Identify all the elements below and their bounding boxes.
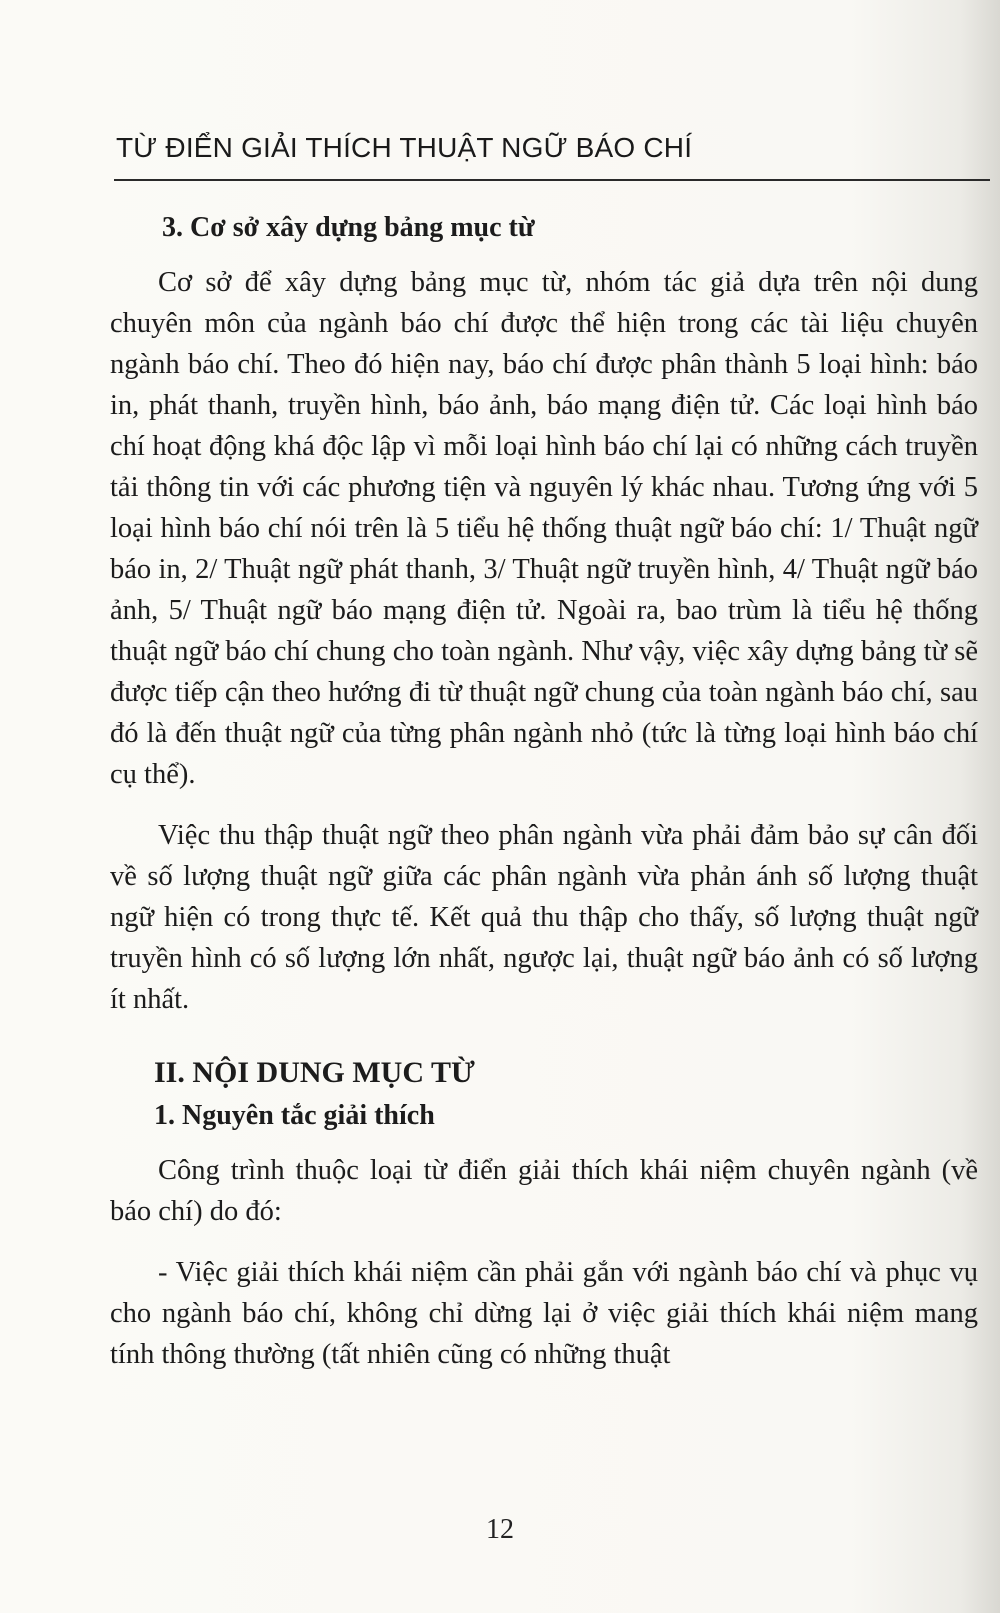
part-title: II. NỘI DUNG MỤC TỪ — [154, 1056, 475, 1089]
page-number: 12 — [486, 1514, 514, 1545]
paragraph: Công trình thuộc loại từ điển giải thích khái niệm chuyên ngành (về báo chí) do đó: — [110, 1155, 978, 1227]
running-header: TỪ ĐIỂN GIẢI THÍCH THUẬT NGỮ BÁO CHÍ — [116, 132, 693, 163]
subsection-title: 1. Nguyên tắc giải thích — [154, 1100, 435, 1131]
page-content — [110, 212, 978, 1395]
paragraph: - Việc giải thích khái niệm cần phải gắn với ngành báo chí và phục vụ cho ngành báo chí, không chỉ dừng lại ở việc giải thích khái niệm mang tính thông thường (tất nhiên cũng có những thuật — [110, 1257, 978, 1370]
section-title: 3. Cơ sở xây dựng bảng mục từ — [162, 212, 535, 243]
paragraph: Việc thu thập thuật ngữ theo phân ngành vừa phải đảm bảo sự cân đối về số lượng thuật ngữ giữa các phân ngành vừa phản ánh số lượng thuật ngữ hiện có trong thực tế. Kết quả thu thập cho thấy, số lượng thuật ngữ truyền hình có số lượng lớn nhất, ngược lại, thuật ngữ báo ảnh có số lượng ít nhất. — [110, 820, 978, 1015]
header-rule — [114, 179, 990, 181]
paragraph: Cơ sở để xây dựng bảng mục từ, nhóm tác giả dựa trên nội dung chuyên môn của ngành báo chí được thể hiện trong các tài liệu chuyên ngành báo chí. Theo đó hiện nay, báo chí được phân thành 5 loại hình: báo in, phát thanh, truyền hình, báo ảnh, báo mạng điện tử. Các loại hình báo chí hoạt động khá độc lập vì mỗi loại hình báo chí lại có những cách truyền tải thông tin với các phương tiện và nguyên lý khác nhau. Tương ứng với 5 loại hình báo chí nói trên là 5 tiểu hệ thống thuật ngữ báo chí: 1/ Thuật ngữ báo in, 2/ Thuật ngữ phát thanh, 3/ Thuật ngữ truyền hình, 4/ Thuật ngữ báo ảnh, 5/ Thuật ngữ báo mạng điện tử. Ngoài ra, bao trùm là tiểu hệ thống thuật ngữ báo chí chung cho toàn ngành. Như vậy, việc xây dựng bảng từ sẽ được tiếp cận theo hướng đi từ thuật ngữ chung của toàn ngành báo chí, sau đó là đến thuật ngữ của từng phân ngành nhỏ (tức là từng loại hình báo chí cụ thể). — [110, 267, 978, 790]
